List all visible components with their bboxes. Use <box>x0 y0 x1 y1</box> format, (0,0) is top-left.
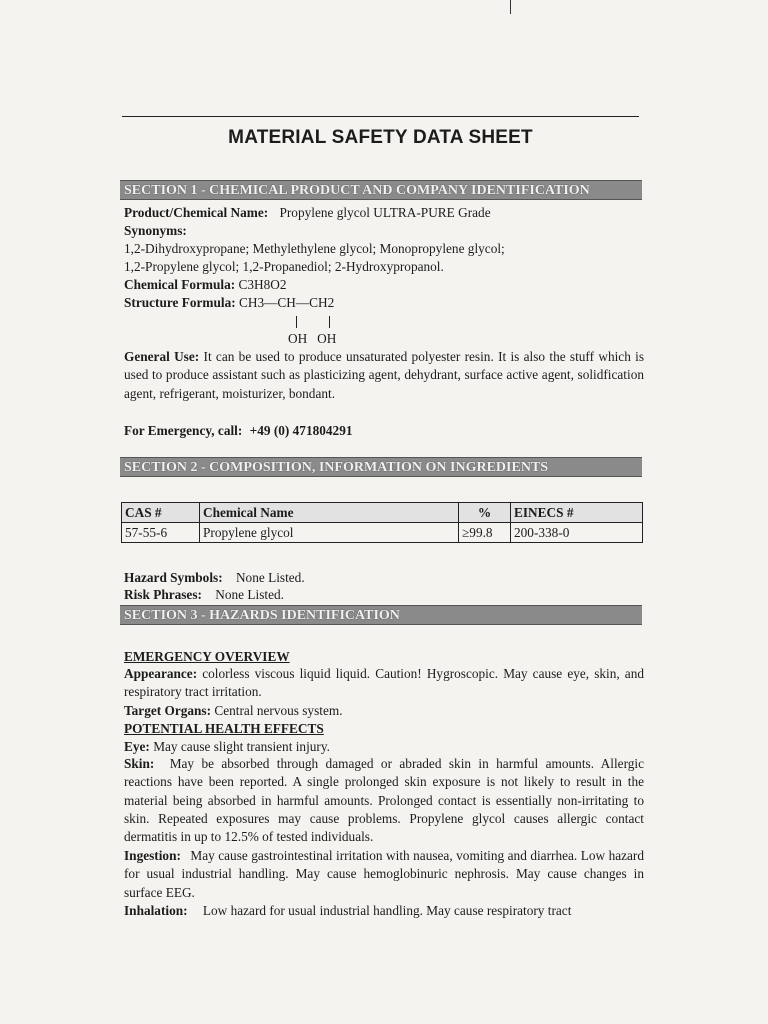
structure-formula-value: CH3—CH—CH2 <box>238 295 335 310</box>
scan-mark <box>510 0 511 14</box>
document-title: MATERIAL SAFETY DATA SHEET <box>228 127 533 148</box>
hazard-symbols-row <box>124 569 305 587</box>
header-percent: % <box>459 503 511 523</box>
risk-phrases-value: None Listed. <box>215 587 284 602</box>
ingestion-effects <box>124 847 644 902</box>
section-1-heading: SECTION 1 - CHEMICAL PRODUCT AND COMPANY IDENTIFICATION <box>120 180 642 200</box>
emergency-label: For Emergency, call: <box>124 423 243 438</box>
synonyms-line-2: 1,2-Propylene glycol; 1,2-Propanediol; 2-Hydroxypropanol. <box>124 259 444 274</box>
eye-text: May cause slight transient injury. <box>153 739 330 754</box>
emergency-overview-heading: EMERGENCY OVERVIEW <box>124 649 290 664</box>
ingestion-label: Ingestion: <box>124 848 181 863</box>
header-einecs: EINECS # <box>511 503 643 523</box>
header-chemical-name: Chemical Name <box>200 503 459 523</box>
table-header-row <box>122 503 643 523</box>
skin-label: Skin: <box>124 756 155 771</box>
cell-cas: 57-55-6 <box>122 523 200 543</box>
synonyms-label: Synonyms: <box>124 223 187 238</box>
cell-chemical-name: Propylene glycol <box>200 523 459 543</box>
skin-effects <box>124 755 644 846</box>
composition-table <box>121 502 643 543</box>
chemical-formula-label: Chemical Formula: <box>124 277 236 292</box>
risk-phrases-row <box>124 586 284 604</box>
structure-formula-label: Structure Formula: <box>124 295 236 310</box>
inhalation-text: Low hazard for usual industrial handling. May cause respiratory tract <box>202 903 572 918</box>
bond-line-left <box>296 316 297 328</box>
structure-hydroxyls: OH OH <box>288 331 337 346</box>
skin-text: May be absorbed through damaged or abraded skin in harmful amounts. Allergic reactions have been reported. A single prolonged skin exposure is not likely to result in the material being absorbed in harmful amounts. Prolonged contact is essentially non-irritating to skin. Repeated exposures may cause problems. Propylene glycol causes allergic contact dermatitis in up to 12.5% of tested individuals. <box>124 756 644 845</box>
title-rule <box>122 116 639 117</box>
hazard-symbols-value: None Listed. <box>235 570 305 585</box>
bond-line-right <box>329 316 330 328</box>
synonyms-line-1: 1,2-Dihydroxypropane; Methylethylene glycol; Monopropylene glycol; <box>124 241 505 256</box>
general-use-label: General Use: <box>124 349 200 364</box>
target-organs-text: Central nervous system. <box>214 703 343 718</box>
ingestion-text: May cause gastrointestinal irritation with nausea, vomiting and diarrhea. Low hazard for usual industrial handling. May cause hemoglobinuric nephrosis. May cause changes in surface EEG. <box>124 848 645 900</box>
product-name-value: Propylene glycol ULTRA-PURE Grade <box>279 205 491 220</box>
section-3-heading: SECTION 3 - HAZARDS IDENTIFICATION <box>120 605 642 625</box>
eye-row <box>124 738 330 756</box>
section-2-heading: SECTION 2 - COMPOSITION, INFORMATION ON INGREDIENTS <box>120 457 642 477</box>
table-row <box>122 523 643 543</box>
cell-percent: ≥99.8 <box>459 523 511 543</box>
emergency-contact <box>124 422 353 440</box>
appearance-label: Appearance: <box>124 666 198 681</box>
appearance-text: colorless viscous liquid liquid. Caution! Hygroscopic. May cause eye, skin, and respiratory tract irritation. <box>124 666 644 700</box>
cell-einecs: 200-338-0 <box>511 523 643 543</box>
chemical-formula-value: C3H8O2 <box>238 277 287 292</box>
structure-formula-row <box>124 294 334 312</box>
inhalation-effects <box>124 902 644 920</box>
header-cas: CAS # <box>122 503 200 523</box>
target-organs-row <box>124 702 343 720</box>
target-organs-label: Target Organs: <box>124 703 212 718</box>
general-use-text: It can be used to produce unsaturated polyester resin. It is also the stuff which is used to produce assistant such as plasticizing agent, dehydrant, surface active agent, solidfication agent, refrigerant, moisturizer, bondant. <box>124 349 645 401</box>
appearance <box>124 665 644 702</box>
product-name-label: Product/Chemical Name: <box>124 205 269 220</box>
eye-label: Eye: <box>124 739 150 754</box>
risk-phrases-label: Risk Phrases: <box>124 587 202 602</box>
hazard-symbols-label: Hazard Symbols: <box>124 570 223 585</box>
potential-health-effects-heading: POTENTIAL HEALTH EFFECTS <box>124 721 324 736</box>
chemical-formula-row <box>124 276 287 294</box>
emergency-phone: +49 (0) 471804291 <box>249 423 353 438</box>
product-name-row <box>124 204 491 222</box>
inhalation-label: Inhalation: <box>124 903 188 918</box>
general-use <box>124 348 644 403</box>
